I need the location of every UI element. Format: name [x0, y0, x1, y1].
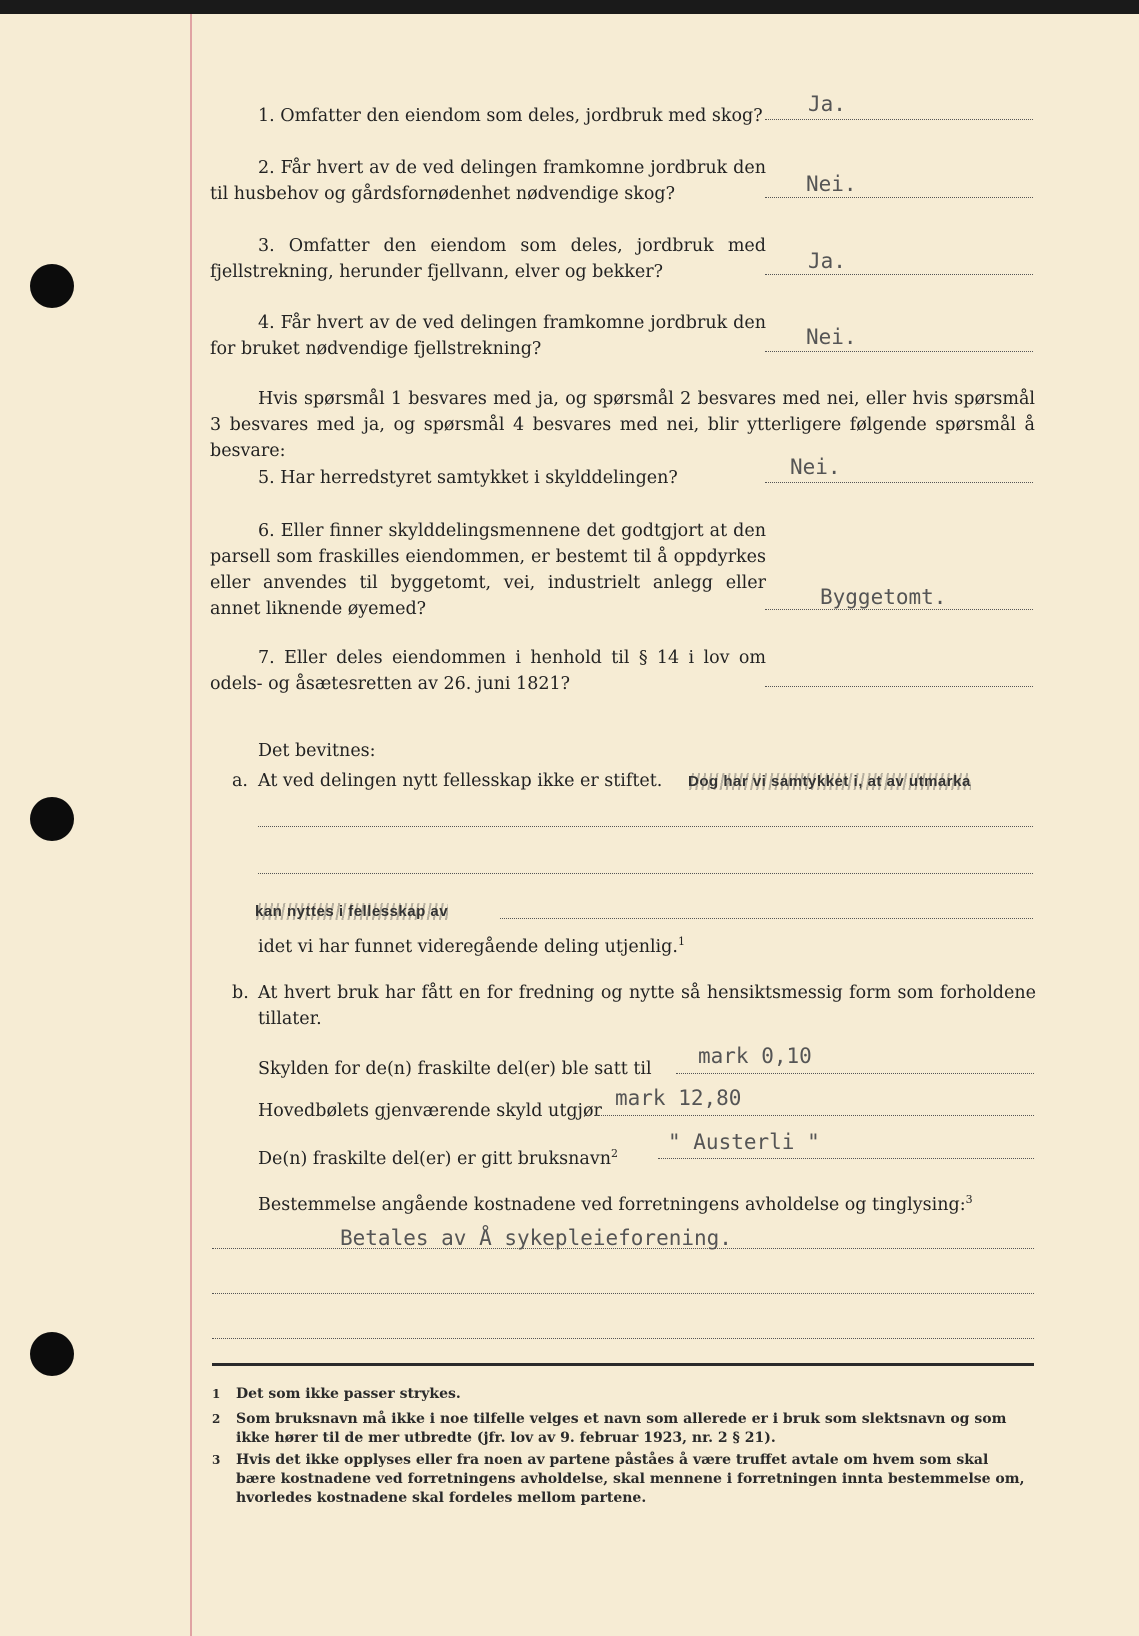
footnote-ref: 1	[677, 935, 685, 948]
scan-top-border	[0, 0, 1139, 14]
footnote-rule	[212, 1363, 1034, 1366]
footnote-number: 2	[212, 1412, 221, 1426]
blank-line	[212, 1293, 1034, 1294]
footnote-number: 3	[212, 1453, 221, 1467]
item-a-tail-text: idet vi har funnet videregående deling utjenlig.	[258, 936, 678, 957]
answer-line	[765, 119, 1033, 120]
struck-text: kan nyttes i fellesskap av	[255, 903, 449, 920]
blank-line	[212, 1338, 1034, 1339]
question-text: Omfatter den eiendom som deles, jordbruk med skog?	[280, 106, 763, 126]
question-5	[258, 465, 758, 491]
answer-line	[765, 351, 1033, 352]
footnote-ref: 3	[965, 1193, 973, 1206]
hoved-label: Hovedbølets gjenværende skyld utgjør	[258, 1101, 602, 1121]
question-text: Omfatter den eiendom som deles, jordbruk med fjellstrekning, herunder fjellvann, elver og bekker?	[210, 236, 766, 282]
answer-line	[765, 482, 1033, 483]
answer-line	[765, 274, 1033, 275]
footnote-text: Hvis det ikke opplyses eller fra noen av partene påståes å være truffet avtale om hvem som skal bære kostnadene ved forretningens avholdelse, skal mennene i forretningen innta bestemmelse om, hvorledes kostnadene skal fordeles mellom partene.	[236, 1452, 1025, 1506]
answer-line	[765, 197, 1033, 198]
kost-value[interactable]: Betales av Å sykepleieforening.	[340, 1226, 732, 1250]
question-number: 7.	[258, 648, 275, 668]
answer-5[interactable]: Nei.	[790, 455, 841, 479]
answer-1[interactable]: Ja.	[808, 92, 846, 116]
question-2	[210, 155, 766, 207]
answer-line	[658, 1158, 1034, 1159]
question-number: 4.	[258, 313, 275, 333]
certify-heading: Det bevitnes:	[258, 741, 376, 761]
answer-line	[596, 1115, 1034, 1116]
question-3	[210, 233, 766, 285]
blank-line	[212, 1248, 1034, 1249]
answer-6[interactable]: Byggetomt.	[820, 585, 947, 609]
footnote-3	[212, 1451, 1037, 1508]
margin-line	[190, 14, 192, 1636]
navn-label-wrap	[258, 1141, 618, 1172]
question-6	[210, 518, 766, 622]
question-1	[258, 103, 768, 129]
answer-line	[765, 686, 1033, 687]
navn-value[interactable]: " Austerli "	[668, 1130, 820, 1154]
question-text: Eller finner skylddelingsmennene det godtgjort at den parsell som fraskilles eiendommen, er bestemt til å oppdyrkes eller anvendes til byggetomt, vei, industrielt anlegg eller annet liknende øyemed?	[210, 521, 766, 619]
question-4	[210, 310, 766, 362]
blank-line	[258, 873, 1033, 874]
item-a-text: At ved delingen nytt fellesskap ikke er stiftet.	[258, 771, 663, 791]
item-a-label: a.	[232, 771, 248, 791]
skyld-value[interactable]: mark 0,10	[698, 1044, 812, 1068]
question-text: Får hvert av de ved delingen framkomne jordbruk den for bruket nødvendige fjellstrekning?	[210, 313, 766, 359]
question-text: Har herredstyret samtykket i skylddelingen?	[280, 468, 678, 488]
punch-hole	[30, 1332, 74, 1376]
answer-3[interactable]: Ja.	[808, 249, 846, 273]
condition-paragraph: Hvis spørsmål 1 besvares med ja, og spørsmål 2 besvares med nei, eller hvis spørsmål 3 besvares med ja, og spørsmål 4 besvares med nei, blir ytterligere følgende spørsmål å besvare:	[210, 389, 1035, 461]
question-7	[210, 645, 766, 697]
footnote-2	[212, 1410, 1037, 1448]
punch-hole	[30, 797, 74, 841]
answer-2[interactable]: Nei.	[806, 172, 857, 196]
footnote-number: 1	[212, 1387, 221, 1401]
question-number: 5.	[258, 468, 275, 488]
question-text: Får hvert av de ved delingen framkomne jordbruk den til husbehov og gårdsfornødenhet nødvendige skog?	[210, 158, 766, 204]
footnote-1	[212, 1385, 1037, 1404]
blank-line	[500, 918, 1033, 919]
footnote-text: Det som ikke passer strykes.	[236, 1386, 461, 1402]
kost-label-wrap	[258, 1187, 973, 1218]
answer-line	[676, 1073, 1034, 1074]
answer-4[interactable]: Nei.	[806, 325, 857, 349]
footnote-ref: 2	[610, 1147, 618, 1160]
item-b-label: b.	[232, 983, 249, 1003]
blank-line	[258, 826, 1033, 827]
question-number: 2.	[258, 158, 275, 178]
navn-label: De(n) fraskilte del(er) er gitt bruksnavn	[258, 1148, 611, 1169]
question-number: 1.	[258, 106, 275, 126]
item-a-tail	[258, 929, 685, 960]
kost-label: Bestemmelse angående kostnadene ved forretningens avholdelse og tinglysing:	[258, 1194, 966, 1215]
question-text: Eller deles eiendommen i henhold til § 14 i lov om odels- og åsætesretten av 26. juni 1821?	[210, 648, 766, 694]
struck-text: Dog har vi samtykket i, at av utmarka	[688, 773, 971, 790]
item-b-text: At hvert bruk har fått en for fredning og nytte så hensiktsmessig form som forholdene tillater.	[258, 983, 1036, 1029]
hoved-value[interactable]: mark 12,80	[615, 1086, 742, 1110]
answer-line	[765, 609, 1033, 610]
question-number: 6.	[258, 521, 275, 541]
punch-hole	[30, 264, 74, 308]
footnote-text: Som bruksnavn må ikke i noe tilfelle velges et navn som allerede er i bruk som slektsnavn og som ikke hører til de mer utbredte (jfr. lov av 9. februar 1923, nr. 2 § 21).	[236, 1411, 1007, 1446]
question-number: 3.	[258, 236, 275, 256]
skyld-label: Skylden for de(n) fraskilte del(er) ble satt til	[258, 1059, 652, 1079]
